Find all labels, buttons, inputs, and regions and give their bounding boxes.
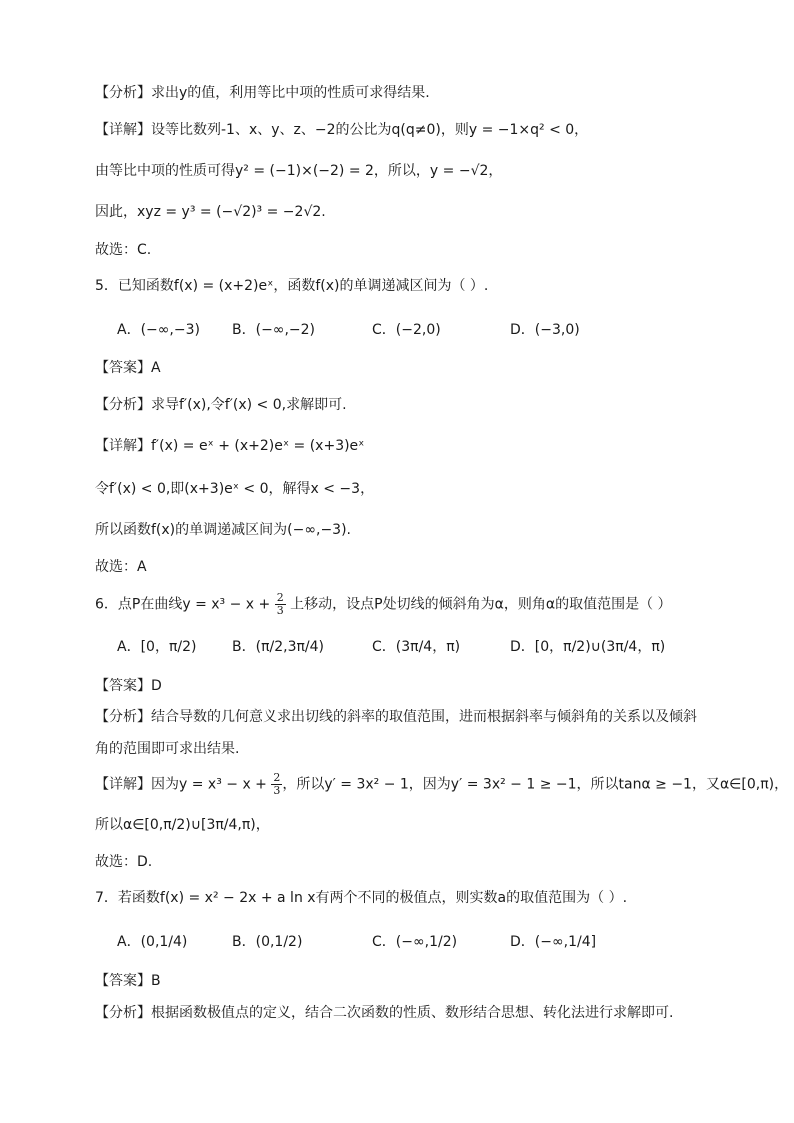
detail-line-3: 因此，xyz = y³ = (−√2)³ = −2√2.	[95, 204, 326, 220]
q7-option-a: A．(0,1/4)	[117, 934, 188, 950]
detail-line-1	[95, 120, 588, 140]
q6-answer-line	[95, 676, 162, 696]
q7-option-b: B．(0,1/2)	[232, 934, 303, 950]
q7-answer-line	[95, 971, 161, 991]
q6-detail-a: 因为y = x³ − x +	[151, 776, 267, 793]
q5-detail: f′(x) = eˣ + (x+2)eˣ = (x+3)eˣ	[151, 438, 365, 454]
q5-analysis-tag: 【分析】	[95, 397, 151, 413]
q7-analysis: 根据函数极值点的定义，结合二次函数的性质、数形结合思想、转化法进行求解即可.	[151, 1005, 674, 1021]
q5-option-d: D．(−3,0)	[510, 322, 580, 338]
question-5: 5．已知函数f(x) = (x+2)eˣ，函数f(x)的单调递减区间为（ ）.	[95, 278, 489, 294]
analysis-text: 求出y的值，利用等比中项的性质可求得结果.	[151, 85, 430, 101]
q5-option-c: C．(−2,0)	[372, 322, 441, 338]
detail-line-2: 由等比中项的性质可得y² = (−1)×(−2) = 2，所以，y = −√2，	[95, 163, 503, 179]
q6-analysis-1: 结合导数的几何意义求出切线的斜率的取值范围，进而根据斜率与倾斜角的关系以及倾斜	[151, 709, 697, 725]
q6-option-c: C．(3π/4，π)	[372, 639, 461, 655]
detail-text-1: 设等比数列-1、x、y、z、−2的公比为q(q≠0)，则y = −1×q² < 0，	[151, 122, 589, 138]
question-6	[95, 592, 672, 617]
question-7: 7．若函数f(x) = x² − 2x + a ln x有两个不同的极值点，则实数a的取值范围为（ ）.	[95, 890, 628, 906]
q6-analysis-line-2: 角的范围即可求出结果.	[95, 741, 240, 757]
detail-tag: 【详解】	[95, 122, 151, 138]
q6-analysis-line	[95, 707, 697, 727]
q6-text-a: 6．点P在曲线y = x³ − x +	[95, 596, 271, 613]
q5-detail-line	[95, 436, 364, 456]
q5-option-a: A．(−∞,−3)	[117, 322, 200, 338]
q6-option-b: B．(π/2,3π/4)	[232, 639, 324, 655]
q7-option-c: C．(−∞,1/2)	[372, 934, 458, 950]
q6-option-a: A．[0，π/2)	[117, 639, 197, 655]
q7-option-d: D．(−∞,1/4]	[510, 934, 597, 950]
q5-answer-line	[95, 358, 161, 378]
q6-detail-line	[95, 772, 788, 797]
q5-detail-line-3: 所以函数f(x)的单调递减区间为(−∞,−3).	[95, 522, 351, 538]
q6-fraction: $\frac{2}{3}$	[276, 591, 284, 617]
q5-analysis: 求导f′(x),令f′(x) < 0,求解即可.	[151, 397, 347, 413]
q7-analysis-line	[95, 1003, 673, 1023]
q6-choice-line: 故选：D.	[95, 854, 153, 870]
q7-analysis-tag: 【分析】	[95, 1005, 151, 1021]
q6-answer-tag: 【答案】	[95, 678, 151, 694]
q7-answer-tag: 【答案】	[95, 973, 151, 989]
q6-detail-line-2: 所以α∈[0,π/2)∪[3π/4,π)，	[95, 817, 270, 833]
analysis-line	[95, 83, 430, 103]
q5-choice-line: 故选：A	[95, 559, 147, 575]
q5-detail-line-2: 令f′(x) < 0,即(x+3)eˣ < 0，解得x < −3，	[95, 481, 375, 497]
q7-answer: B	[151, 973, 161, 989]
q5-detail-tag: 【详解】	[95, 438, 151, 454]
q5-option-b: B．(−∞,−2)	[232, 322, 316, 338]
q5-answer: A	[151, 360, 161, 376]
answer-choice-line: 故选：C.	[95, 242, 152, 258]
q6-option-d: D．[0，π/2)∪(3π/4，π)	[510, 639, 666, 655]
q6-text-b: 上移动，设点P处切线的倾斜角为α，则角α的取值范围是（ ）	[290, 596, 672, 613]
analysis-tag: 【分析】	[95, 85, 151, 101]
q6-detail-tag: 【详解】	[95, 776, 151, 793]
q5-analysis-line	[95, 395, 347, 415]
q6-answer: D	[151, 678, 162, 694]
q6-analysis-tag: 【分析】	[95, 709, 151, 725]
q6-detail-fraction: $\frac{2}{3}$	[273, 771, 281, 797]
q5-answer-tag: 【答案】	[95, 360, 151, 376]
q6-detail-b: ，所以y′ = 3x² − 1，因为y′ = 3x² − 1 ≥ −1，所以tanα ≥ −1，又α∈[0,π)，	[282, 776, 789, 793]
